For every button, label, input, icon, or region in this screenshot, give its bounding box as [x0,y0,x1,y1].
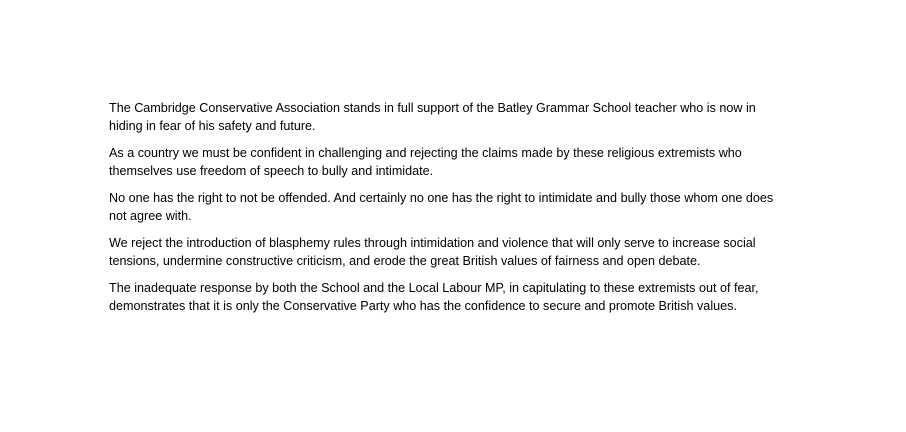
paragraph-rights: No one has the right to not be offended. And certainly no one has the right to intimidate and bully those whom one does not agree with. [109,191,774,223]
paragraph-blasphemy: We reject the introduction of blasphemy rules through intimidation and violence that will only serve to increase social tensions, undermine constructive criticism, and erode the great British values of fairness and open debate. [109,236,756,268]
paragraph-response: The inadequate response by both the School and the Local Labour MP, in capitulating to these extremists out of fear, demonstrates that it is only the Conservative Party who has the confidence to secure and promote British values. [109,281,759,313]
paragraph-confidence: As a country we must be confident in challenging and rejecting the claims made by these religious extremists who themselves use freedom of speech to bully and intimidate. [109,146,742,178]
paragraph-support: The Cambridge Conservative Association stands in full support of the Batley Grammar School teacher who is now in hiding in fear of his safety and future. [109,101,756,133]
statement-body [109,99,789,324]
